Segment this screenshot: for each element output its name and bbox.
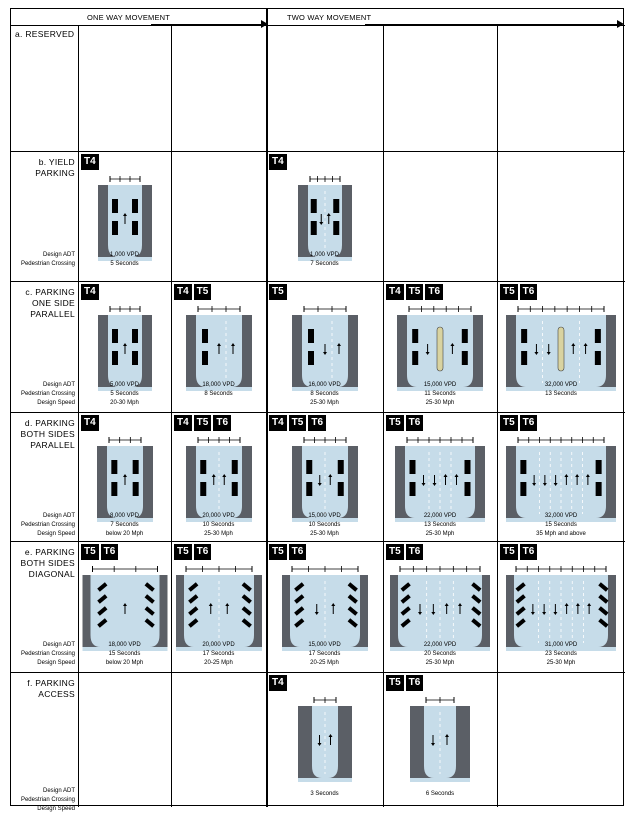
design-value: 1,000 VPD <box>109 252 140 258</box>
design-values <box>266 790 383 799</box>
parked-car <box>112 221 118 235</box>
transect-tag: T4 <box>269 415 287 431</box>
spec-label: Design ADT <box>42 252 75 258</box>
section-cell[interactable] <box>78 151 171 281</box>
row-label: c. PARKING ONE SIDE PARALLEL <box>25 287 75 319</box>
street-section-diagram <box>506 301 616 391</box>
parked-car <box>308 351 314 365</box>
design-values <box>383 790 497 799</box>
section-cell[interactable] <box>78 412 171 541</box>
spec-label: Pedestrian Crossing <box>20 391 75 397</box>
design-value: 20,000 VPD <box>202 642 235 648</box>
spec-label: Design Speed <box>37 660 75 666</box>
spec-label: Pedestrian Crossing <box>20 651 75 657</box>
median <box>558 327 564 371</box>
row-label: a. RESERVED <box>15 29 75 39</box>
design-value: 31,000 VPD <box>544 642 578 648</box>
design-value: 13 Seconds <box>545 391 577 397</box>
section-cell <box>78 672 171 807</box>
one-way-header: ONE WAY MOVEMENT <box>87 12 171 22</box>
section-cell[interactable] <box>266 672 383 807</box>
parked-car <box>465 482 471 496</box>
spec-label: Design Speed <box>37 806 75 812</box>
median <box>437 327 443 371</box>
parked-car <box>410 482 416 496</box>
transect-tags <box>174 284 211 300</box>
design-values <box>383 512 497 539</box>
parked-car <box>202 351 208 365</box>
design-value: 25-30 Mph <box>204 531 233 537</box>
transect-tags <box>81 415 99 431</box>
transect-tags <box>269 415 326 431</box>
parked-car <box>132 221 138 235</box>
spec-label: Design ADT <box>42 788 75 794</box>
transect-tag: T6 <box>406 675 424 691</box>
parked-car <box>132 329 138 343</box>
street-section-diagram <box>82 561 167 651</box>
two-way-header: TWO WAY MOVEMENT <box>287 12 372 22</box>
design-value: 3 Seconds <box>310 791 339 797</box>
street-section-diagram <box>98 171 152 261</box>
design-values <box>497 641 625 668</box>
design-value: 35 Mph and above <box>536 531 586 537</box>
design-values <box>78 641 171 668</box>
design-values <box>266 641 383 668</box>
street-section-diagram <box>186 432 252 522</box>
street-section-diagram <box>98 301 152 391</box>
design-value: 6 Seconds <box>425 791 455 797</box>
design-value: 8,000 VPD <box>109 513 140 519</box>
design-value: 7 Seconds <box>310 261 339 267</box>
design-value: 25-30 Mph <box>425 531 455 537</box>
parked-car <box>200 482 206 496</box>
transect-tags <box>386 675 423 691</box>
section-cell <box>383 25 497 151</box>
section-cell <box>497 151 625 281</box>
parked-car <box>308 329 314 343</box>
transect-tag: T5 <box>500 544 518 560</box>
street-section-diagram <box>390 561 490 651</box>
design-values <box>497 512 625 539</box>
section-cell <box>78 25 171 151</box>
parked-car <box>231 482 237 496</box>
transect-tags <box>174 544 211 560</box>
design-value: 22,000 VPD <box>423 642 457 648</box>
spec-label: Pedestrian Crossing <box>20 261 75 267</box>
design-value: 17 Seconds <box>202 651 235 657</box>
transect-tag: T6 <box>406 415 424 431</box>
parked-car <box>465 460 471 474</box>
parked-car <box>595 351 601 365</box>
design-value: 20-30 Mph <box>110 400 139 406</box>
design-value: below 20 Mph <box>105 531 144 537</box>
transect-tag: T5 <box>500 284 518 300</box>
transect-tag: T5 <box>174 544 192 560</box>
design-value: 32,000 VPD <box>544 382 578 388</box>
spec-labels <box>11 512 75 539</box>
street-section-diagram <box>282 561 368 651</box>
design-value: 1,000 VPD <box>309 252 340 258</box>
transect-tag: T5 <box>386 415 404 431</box>
parked-car <box>132 460 138 474</box>
row-label: b. YIELD PARKING <box>35 157 75 178</box>
design-value: 22,000 VPD <box>423 513 457 519</box>
design-value: 20-25 Mph <box>310 660 339 666</box>
transect-tag: T4 <box>269 154 287 170</box>
transect-tag: T6 <box>213 415 231 431</box>
section-cell <box>171 151 266 281</box>
transect-tag: T5 <box>194 415 212 431</box>
parked-car <box>202 329 208 343</box>
transect-tag: T5 <box>81 544 99 560</box>
street-section-diagram <box>292 301 358 391</box>
design-value: 15 Seconds <box>545 522 577 528</box>
transect-tags <box>269 154 287 170</box>
transect-tag: T4 <box>386 284 404 300</box>
parked-car <box>333 221 339 235</box>
transect-tag: T6 <box>520 415 538 431</box>
street-section-diagram <box>176 561 262 651</box>
section-cell[interactable] <box>266 151 383 281</box>
design-value: 10 Seconds <box>202 522 235 528</box>
section-cell[interactable] <box>383 412 497 541</box>
transect-tag: T6 <box>425 284 443 300</box>
spec-labels <box>11 251 75 269</box>
spec-label: Design ADT <box>42 642 75 648</box>
section-cell[interactable] <box>78 541 171 672</box>
street-section-diagram <box>395 432 485 522</box>
street-section-diagram <box>97 432 153 522</box>
spec-label: Design Speed <box>37 400 75 406</box>
design-value: 15,000 VPD <box>308 513 341 519</box>
street-section-diagram <box>506 561 616 651</box>
transect-tag: T5 <box>500 415 518 431</box>
transect-tag: T5 <box>406 284 424 300</box>
design-value: 18,000 VPD <box>202 382 235 388</box>
transect-tags <box>81 284 99 300</box>
design-value: 11 Seconds <box>424 391 456 397</box>
parked-car <box>521 329 527 343</box>
parked-car <box>596 460 602 474</box>
design-value: 18,000 VPD <box>108 642 141 648</box>
parked-car <box>306 460 312 474</box>
diagram-wrapper <box>410 692 470 787</box>
transect-tags <box>500 544 537 560</box>
street-section-diagram <box>298 171 352 261</box>
section-cell <box>171 672 266 807</box>
design-values <box>497 381 625 399</box>
spec-labels <box>11 787 75 814</box>
design-values <box>383 381 497 408</box>
diagram-wrapper <box>298 692 352 787</box>
design-value: 13 Seconds <box>424 522 456 528</box>
parked-car <box>333 199 339 213</box>
transect-tag: T5 <box>386 675 404 691</box>
transect-tag: T6 <box>520 284 538 300</box>
parked-car <box>596 482 602 496</box>
section-cell[interactable] <box>266 281 383 412</box>
transect-tag: T6 <box>101 544 119 560</box>
parked-car <box>231 460 237 474</box>
spec-label: Design ADT <box>42 513 75 519</box>
parked-car <box>410 460 416 474</box>
thoroughfare-matrix <box>10 8 624 812</box>
transect-tags <box>500 415 537 431</box>
transect-tag: T4 <box>174 284 192 300</box>
transect-tags <box>269 675 287 691</box>
spec-label: Design ADT <box>42 382 75 388</box>
parked-car <box>412 329 418 343</box>
transect-tag: T4 <box>174 415 192 431</box>
design-value: 25-30 Mph <box>546 660 576 666</box>
transect-tag: T6 <box>406 544 424 560</box>
parked-car <box>111 482 117 496</box>
section-cell[interactable] <box>383 672 497 807</box>
transect-tag: T5 <box>269 544 287 560</box>
design-values <box>78 251 171 269</box>
parked-car <box>520 482 526 496</box>
section-cell[interactable] <box>266 541 383 672</box>
transect-tags <box>386 284 443 300</box>
transect-tag: T4 <box>81 415 99 431</box>
parked-car <box>132 482 138 496</box>
spec-label: Pedestrian Crossing <box>20 522 75 528</box>
design-values <box>171 512 266 539</box>
design-value: 7 Seconds <box>110 522 139 528</box>
street-section-diagram <box>506 432 616 522</box>
parked-car <box>112 329 118 343</box>
parked-car <box>595 329 601 343</box>
design-value: below 20 Mph <box>105 660 144 666</box>
parked-car <box>337 460 343 474</box>
row-label: d. PARKING BOTH SIDES PARALLEL <box>20 418 75 450</box>
design-value: 5,000 VPD <box>109 382 140 388</box>
design-value: 15 Seconds <box>108 651 141 657</box>
design-value: 10 Seconds <box>308 522 341 528</box>
parked-car <box>412 351 418 365</box>
street-section-diagram <box>186 301 252 391</box>
section-cell <box>383 151 497 281</box>
spec-label: Pedestrian Crossing <box>20 797 75 803</box>
spec-labels <box>11 381 75 408</box>
transect-tag: T4 <box>81 284 99 300</box>
transect-tags <box>269 284 287 300</box>
row-label: e. PARKING BOTH SIDES DIAGONAL <box>20 547 75 579</box>
transect-tags <box>269 544 306 560</box>
street-section-diagram <box>298 692 352 782</box>
design-value: 16,000 VPD <box>308 382 341 388</box>
section-cell[interactable] <box>171 412 266 541</box>
parked-car <box>200 460 206 474</box>
design-value: 5 Seconds <box>110 391 139 397</box>
transect-tag: T6 <box>194 544 212 560</box>
section-cell <box>171 25 266 151</box>
street-section-diagram <box>410 692 470 782</box>
design-value: 20 Seconds <box>424 651 456 657</box>
design-value: 15,000 VPD <box>423 382 457 388</box>
section-cell[interactable] <box>171 281 266 412</box>
transect-tags <box>81 544 118 560</box>
design-values <box>171 641 266 668</box>
design-values <box>78 381 171 408</box>
section-cell[interactable] <box>171 541 266 672</box>
design-values <box>383 641 497 668</box>
section-cell[interactable] <box>383 541 497 672</box>
section-cell <box>266 25 383 151</box>
transect-tag: T6 <box>289 544 307 560</box>
design-values <box>266 251 383 269</box>
street-section-diagram <box>397 301 483 391</box>
design-values <box>266 381 383 408</box>
transect-tag: T5 <box>194 284 212 300</box>
row-label: f. PARKING ACCESS <box>27 678 75 699</box>
design-value: 32,000 VPD <box>544 513 578 519</box>
section-cell[interactable] <box>266 412 383 541</box>
design-value: 15,000 VPD <box>308 642 341 648</box>
section-cell[interactable] <box>78 281 171 412</box>
design-value: 8 Seconds <box>310 391 339 397</box>
spec-label: Design Speed <box>37 531 75 537</box>
transect-tags <box>174 415 231 431</box>
transect-tag: T4 <box>81 154 99 170</box>
design-values <box>266 512 383 539</box>
design-value: 5 Seconds <box>110 261 139 267</box>
design-values <box>78 512 171 539</box>
parked-car <box>111 460 117 474</box>
parked-car <box>310 199 316 213</box>
section-cell[interactable] <box>383 281 497 412</box>
section-cell[interactable] <box>497 281 625 412</box>
section-cell <box>497 25 625 151</box>
transect-tags <box>386 415 423 431</box>
transect-tags <box>500 284 537 300</box>
design-value: 25-30 Mph <box>310 400 339 406</box>
parked-car <box>132 351 138 365</box>
parked-car <box>521 351 527 365</box>
design-value: 8 Seconds <box>204 391 233 397</box>
transect-tag: T5 <box>386 544 404 560</box>
parked-car <box>310 221 316 235</box>
design-value: 25-30 Mph <box>425 660 455 666</box>
parked-car <box>112 199 118 213</box>
design-value: 17 Seconds <box>308 651 341 657</box>
parked-car <box>306 482 312 496</box>
transect-tags <box>386 544 423 560</box>
transect-tag: T6 <box>308 415 326 431</box>
section-cell[interactable] <box>497 412 625 541</box>
design-value: 25-30 Mph <box>425 400 455 406</box>
transect-tag: T6 <box>520 544 538 560</box>
design-value: 25-30 Mph <box>310 531 339 537</box>
street-section-diagram <box>292 432 358 522</box>
transect-tag: T4 <box>269 675 287 691</box>
transect-tags <box>81 154 99 170</box>
section-cell[interactable] <box>497 541 625 672</box>
spec-labels <box>11 641 75 668</box>
design-value: 20,000 VPD <box>202 513 235 519</box>
parked-car <box>112 351 118 365</box>
parked-car <box>132 199 138 213</box>
design-value: 23 Seconds <box>545 651 577 657</box>
parked-car <box>520 460 526 474</box>
transect-tag: T5 <box>289 415 307 431</box>
parked-car <box>462 351 468 365</box>
design-values <box>171 381 266 399</box>
section-cell <box>497 672 625 807</box>
design-value: 20-25 Mph <box>204 660 233 666</box>
parked-car <box>337 482 343 496</box>
parked-car <box>462 329 468 343</box>
transect-tag: T5 <box>269 284 287 300</box>
